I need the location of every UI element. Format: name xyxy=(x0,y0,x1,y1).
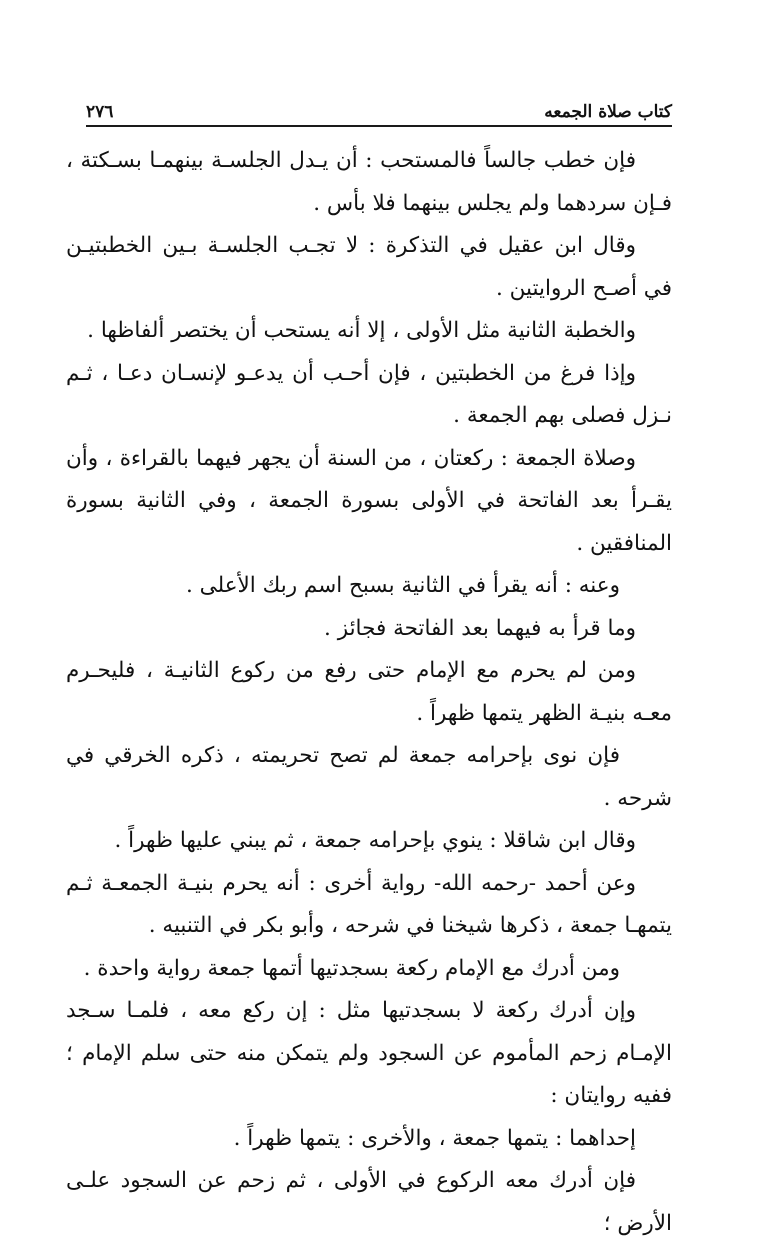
paragraph: والخطبة الثانية مثل الأولى ، إلا أنه يستحب أن يختصر ألفاظها . xyxy=(87,318,636,343)
paragraph: وإن أدرك ركعة لا بسجدتيها مثل : إن ركع معه ، فلمـا سـجد الإمـام زحم المأموم عن السجود ولم يتمكن منه حتى سلم الإمام ؛ ففيه روايتان : xyxy=(66,998,672,1108)
paragraph: وقال ابن عقيل في التذكرة : لا تجـب الجلسـة بـين الخطبتيـن في أصـح الروايتين . xyxy=(66,233,672,301)
paragraph: وعن أحمد -رحمه الله- رواية أخرى : أنه يحرم بنيـة الجمعـة ثـم يتمهـا جمعة ، ذكرها شيخنا في شرحه ، وأبو بكر في التنبيه . xyxy=(66,870,672,938)
paragraph: وصلاة الجمعة : ركعتان ، من السنة أن يجهر فيهما بالقراءة ، وأن يقـرأ بعد الفاتحة في الأولى بسورة الجمعة ، وفي الثانية بسورة المنافقين . xyxy=(66,445,672,556)
running-title: كتاب صلاة الجمعه xyxy=(544,102,672,122)
paragraph: ومن أدرك مع الإمام ركعة بسجدتيها أتمها جمعة رواية واحدة . xyxy=(83,955,620,981)
page-header xyxy=(86,92,672,122)
paragraph: فإن نوى بإحرامه جمعة لم تصح تحريمته ، ذكره الخرقي في شرحه . xyxy=(66,743,672,811)
paragraph: وما قرأ به فيهما بعد الفاتحة فجائز . xyxy=(324,615,636,641)
paragraph: فإن خطب جالساً فالمستحب : أن يـدل الجلسـة بينهمـا بسـكتة ، فـإن سردهما ولم يجلس بينهما فلا بأس . xyxy=(66,148,672,216)
paragraph: وقال ابن شاقلا : ينوي بإحرامه جمعة ، ثم يبني عليها ظهراً . xyxy=(114,828,636,853)
paragraph: وعنه : أنه يقرأ في الثانية بسبح اسم ربك الأعلى . xyxy=(186,573,620,598)
paragraph: وإذا فرغ من الخطبتين ، فإن أحـب أن يدعـو لإنسـان دعـا ، ثـم نـزل فصلى بهم الجمعة . xyxy=(66,360,672,428)
paragraph: فإن أدرك معه الركوع في الأولى ، ثم زحم عن السجود علـى الأرض ؛ xyxy=(66,1168,672,1236)
body-text xyxy=(66,140,672,1245)
paragraph: إحداهما : يتمها جمعة ، والأخرى : يتمها ظهراً . xyxy=(233,1125,636,1151)
header-rule xyxy=(86,125,672,127)
paragraph: ومن لم يحرم مع الإمام حتى رفع من ركوع الثانيـة ، فليحـرم معـه بنيـة الظهر يتمها ظهراً . xyxy=(66,658,672,726)
page-number: ٢٧٦ xyxy=(86,102,114,122)
